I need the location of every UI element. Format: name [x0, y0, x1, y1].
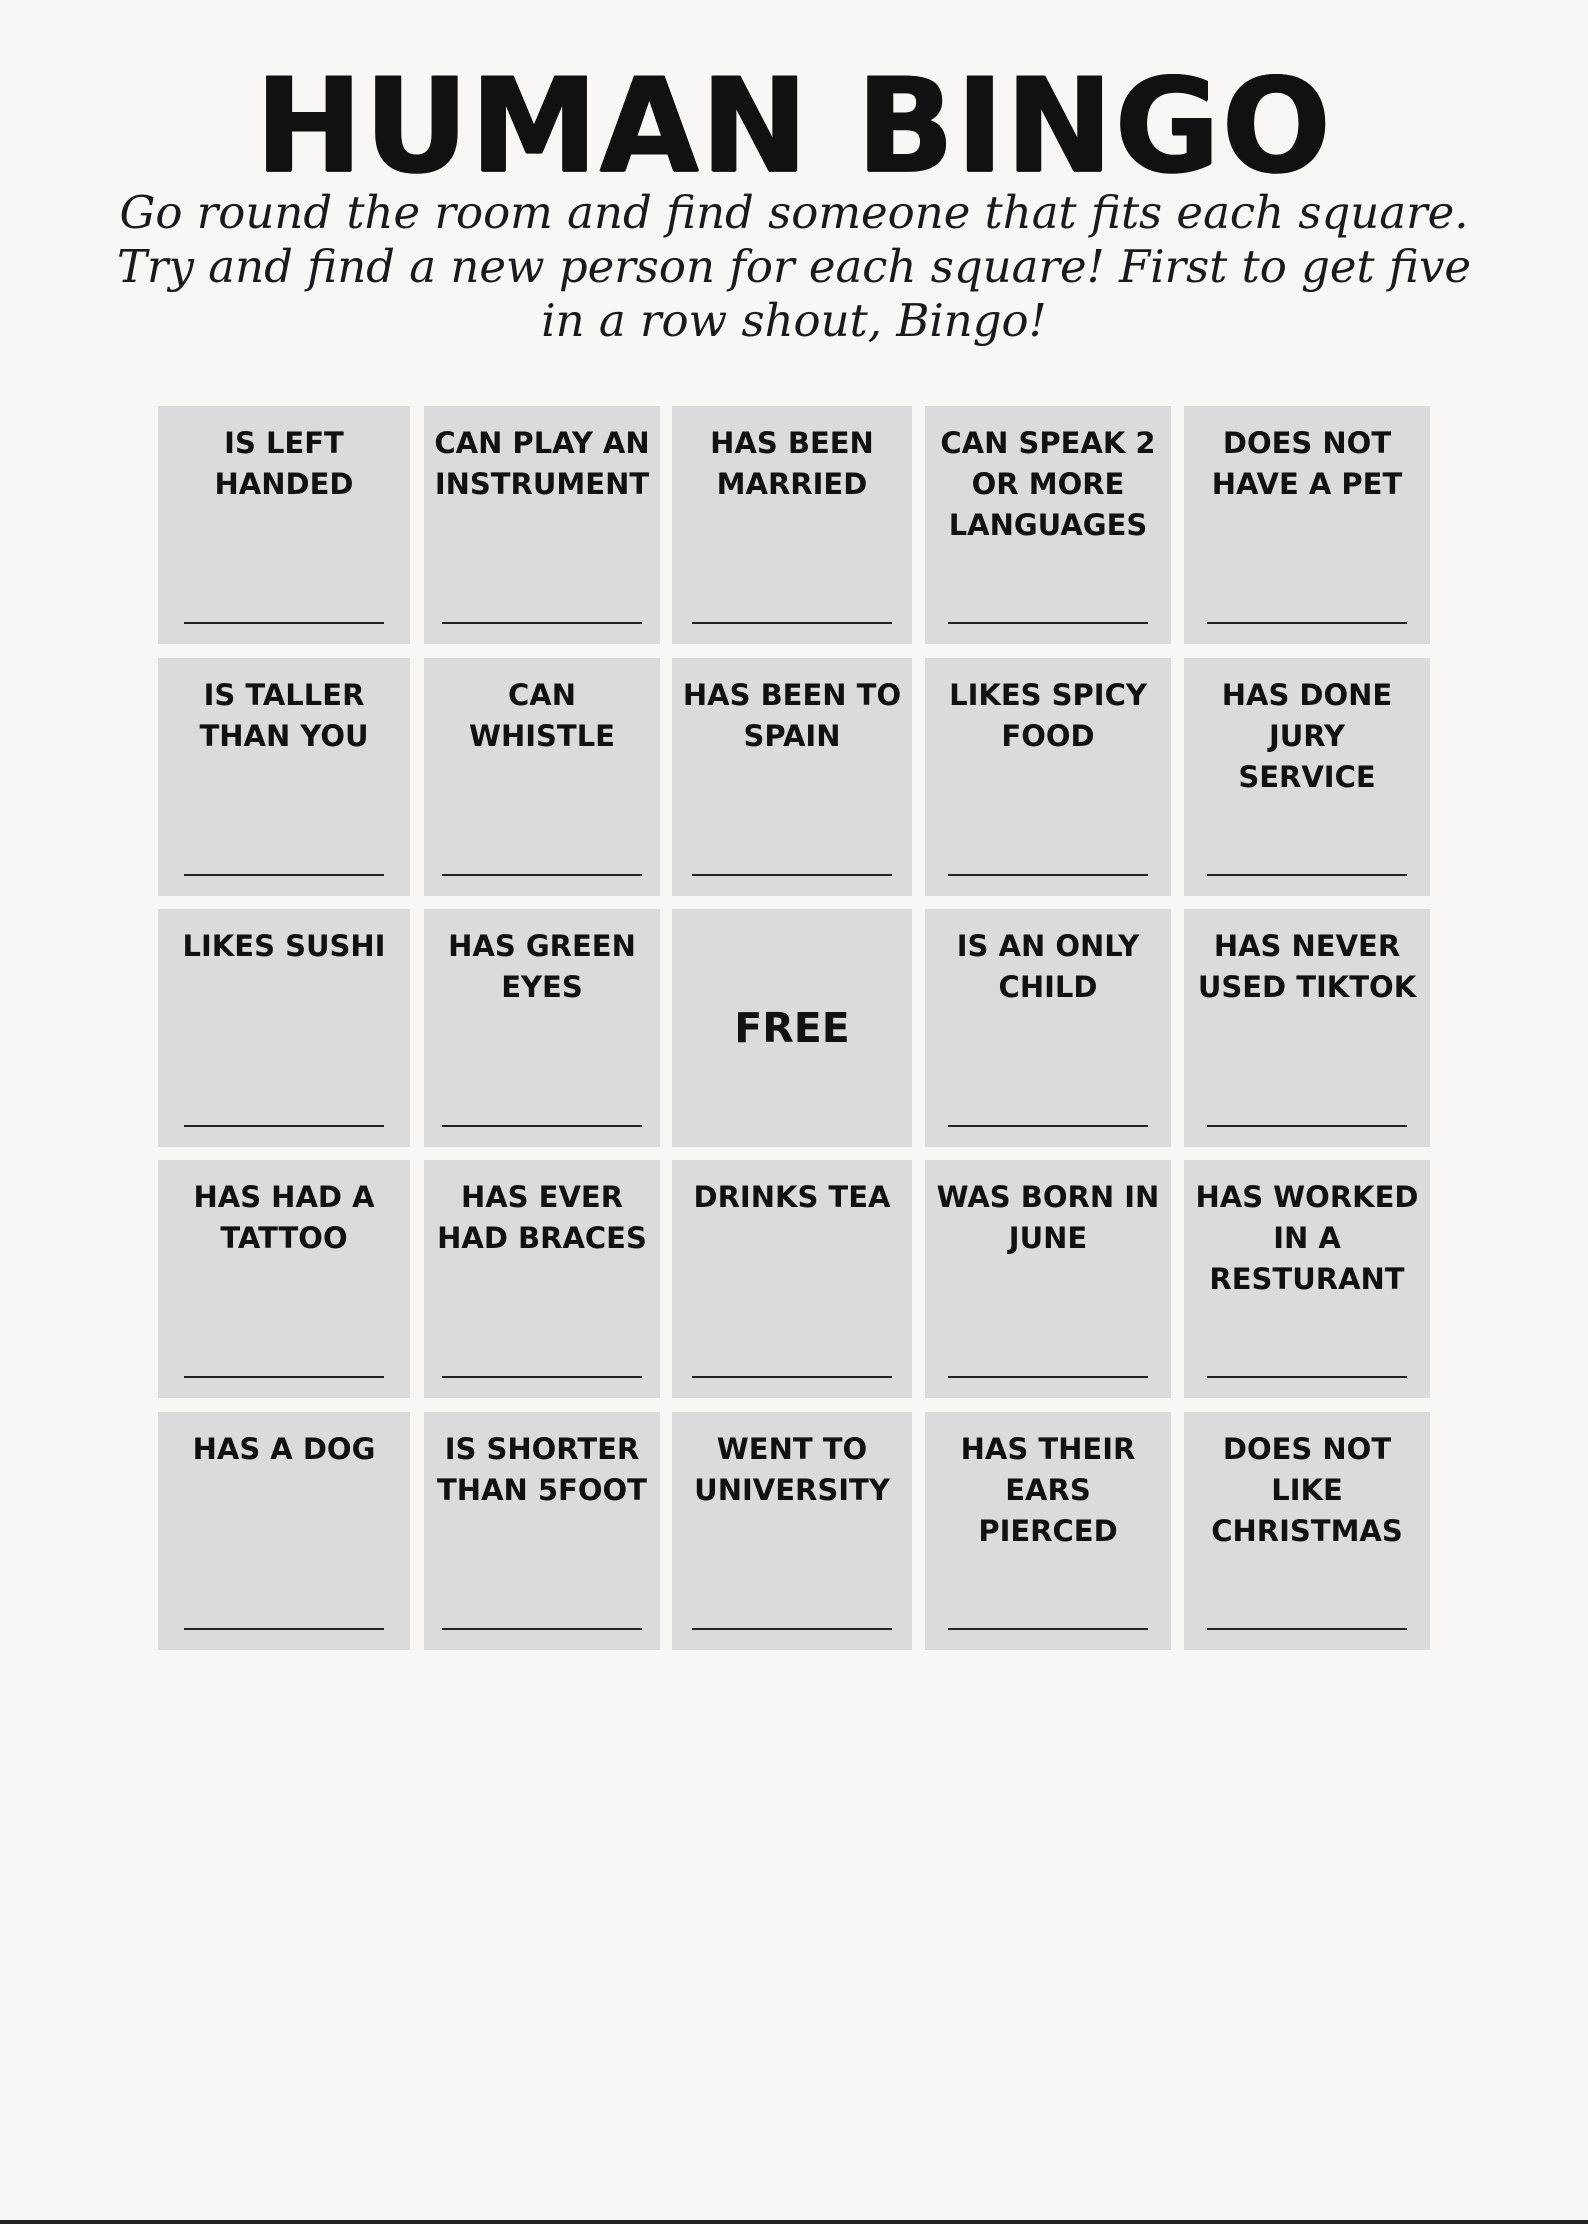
bingo-grid [158, 406, 1430, 1650]
bingo-square [672, 1160, 912, 1398]
signature-line[interactable] [184, 1376, 384, 1378]
bingo-square-label: WENT TO UNIVERSITY [694, 1432, 890, 1507]
bingo-square [158, 406, 410, 644]
bingo-square-label: DRINKS TEA [693, 1180, 891, 1214]
signature-line[interactable] [184, 1628, 384, 1630]
bingo-square [424, 1412, 660, 1650]
bingo-square [672, 658, 912, 896]
bingo-square [424, 406, 660, 644]
bingo-square [424, 658, 660, 896]
bingo-square [925, 658, 1171, 896]
bingo-square [158, 1412, 410, 1650]
bingo-square-label: WAS BORN IN JUNE [936, 1180, 1160, 1255]
signature-line[interactable] [948, 874, 1148, 876]
bingo-square-label: IS LEFT HANDED [214, 426, 354, 501]
signature-line[interactable] [1207, 1376, 1407, 1378]
bingo-square [158, 658, 410, 896]
bingo-square [672, 406, 912, 644]
signature-line[interactable] [184, 1125, 384, 1127]
signature-line[interactable] [184, 622, 384, 624]
signature-line[interactable] [442, 1628, 642, 1630]
bingo-square-label: CAN PLAY AN INSTRUMENT [434, 426, 650, 501]
bingo-square [925, 1160, 1171, 1398]
signature-line[interactable] [442, 622, 642, 624]
bingo-square [1184, 1412, 1430, 1650]
bingo-square-label: IS AN ONLY CHILD [956, 929, 1140, 1004]
page-title: HUMAN BINGO [255, 50, 1333, 203]
bingo-square-label: HAS DONE JURY SERVICE [1221, 678, 1393, 794]
signature-line[interactable] [1207, 874, 1407, 876]
bingo-square [1184, 658, 1430, 896]
bingo-square-label: HAS THEIR EARS PIERCED [960, 1432, 1136, 1548]
signature-line[interactable] [184, 874, 384, 876]
bingo-square-label: HAS GREEN EYES [448, 929, 636, 1004]
bingo-square-label: HAS A DOG [192, 1432, 376, 1466]
bingo-square-label: CAN SPEAK 2 OR MORE LANGUAGES [940, 426, 1156, 542]
page-bottom-border [0, 2220, 1588, 2224]
instructions-text: Go round the room and find someone that fits each square. Try and find a new person for each square! First to get five in a row shout, Bingo! [117, 186, 1471, 347]
signature-line[interactable] [692, 1376, 892, 1378]
bingo-square-label: HAS HAD A TATTOO [193, 1180, 375, 1255]
signature-line[interactable] [442, 1376, 642, 1378]
bingo-square [925, 406, 1171, 644]
bingo-square [1184, 406, 1430, 644]
bingo-square-label: CAN WHISTLE [468, 678, 615, 753]
signature-line[interactable] [692, 874, 892, 876]
bingo-square-label: HAS NEVER USED TIKTOK [1197, 929, 1417, 1004]
bingo-square [158, 1160, 410, 1398]
signature-line[interactable] [442, 1125, 642, 1127]
signature-line[interactable] [948, 622, 1148, 624]
signature-line[interactable] [692, 1628, 892, 1630]
signature-line[interactable] [692, 622, 892, 624]
bingo-square [672, 1412, 912, 1650]
bingo-square-label: HAS EVER HAD BRACES [437, 1180, 647, 1255]
bingo-square [925, 1412, 1171, 1650]
bingo-square-label: LIKES SPICY FOOD [949, 678, 1147, 753]
bingo-square-label: IS SHORTER THAN 5FOOT [437, 1432, 647, 1507]
signature-line[interactable] [1207, 1125, 1407, 1127]
bingo-square-label: HAS BEEN MARRIED [710, 426, 874, 501]
signature-line[interactable] [1207, 622, 1407, 624]
bingo-square-label: DOES NOT LIKE CHRISTMAS [1211, 1432, 1403, 1548]
signature-line[interactable] [948, 1628, 1148, 1630]
free-square-label: FREE [734, 1004, 850, 1052]
signature-line[interactable] [948, 1376, 1148, 1378]
signature-line[interactable] [442, 874, 642, 876]
bingo-square [1184, 1160, 1430, 1398]
bingo-square-label: IS TALLER THAN YOU [199, 678, 369, 753]
signature-line[interactable] [948, 1125, 1148, 1127]
signature-line[interactable] [1207, 1628, 1407, 1630]
bingo-square-label: HAS BEEN TO SPAIN [682, 678, 902, 753]
bingo-square-label: DOES NOT HAVE A PET [1211, 426, 1403, 501]
bingo-square-label: LIKES SUSHI [182, 929, 386, 963]
bingo-square [925, 909, 1171, 1147]
bingo-square [424, 1160, 660, 1398]
bingo-free-square [672, 909, 912, 1147]
bingo-square-label: HAS WORKED IN A RESTURANT [1195, 1180, 1419, 1296]
bingo-square [1184, 909, 1430, 1147]
bingo-square [158, 909, 410, 1147]
bingo-square [424, 909, 660, 1147]
